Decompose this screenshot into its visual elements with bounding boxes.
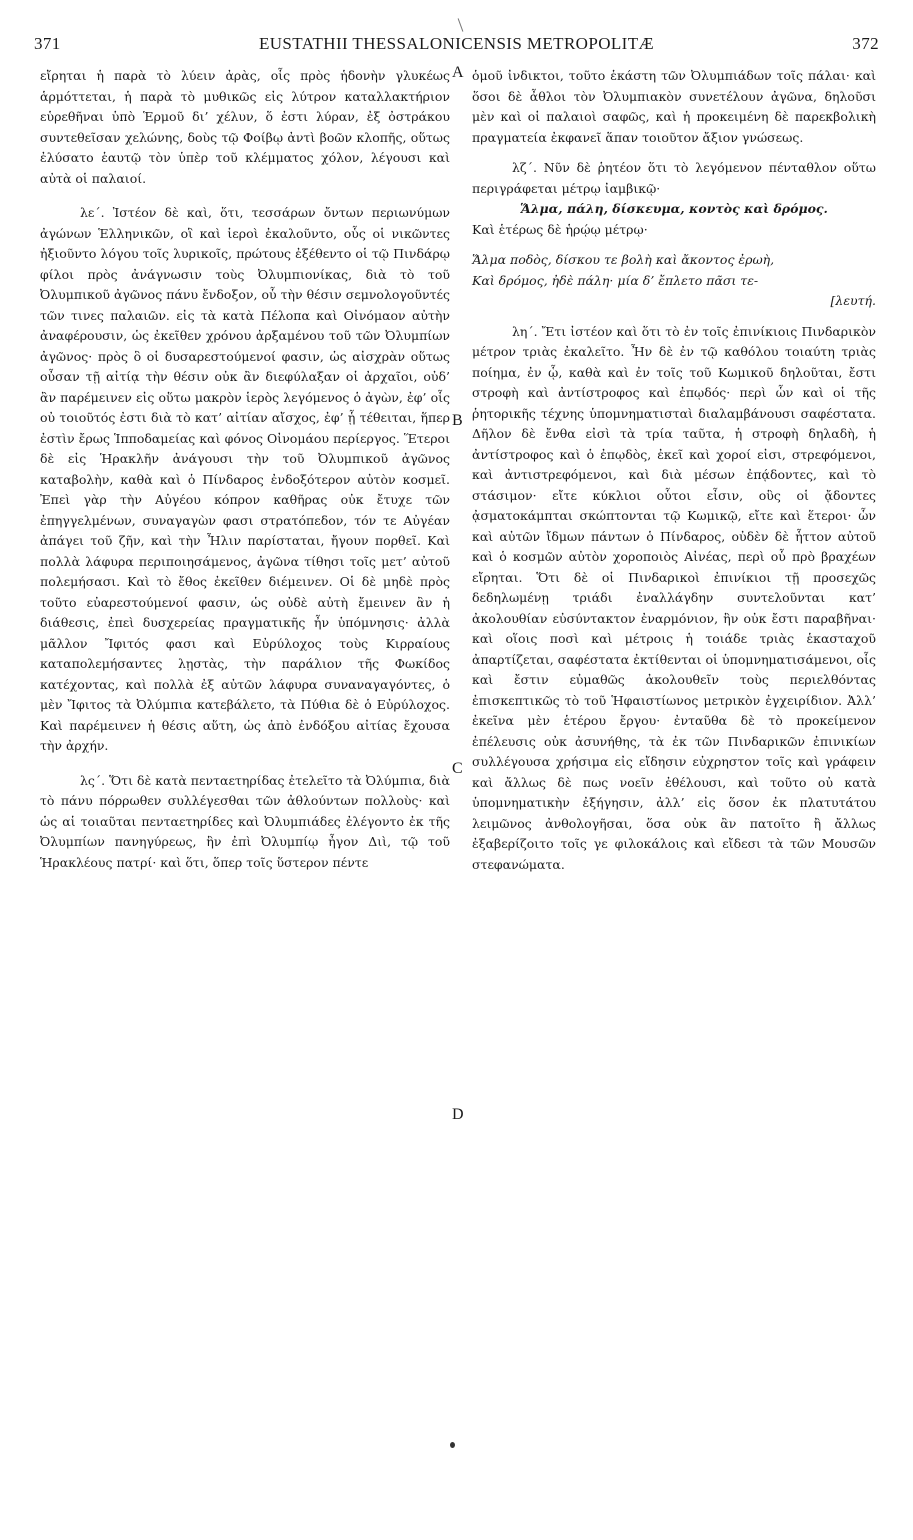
- paragraph-intro: εἴρηται ἡ παρὰ τὸ λύειν ἀρὰς, οἷς πρὸς ἡδονὴν γλυκέως ἁρμόττεται, ἡ παρὰ τὸ μυθικῶς εἰς λύτρον καταλλακτήριον εὑρεθῆναι ὑπὸ Ἑρμοῦ δι’ χέλυν, ὅ ἐστι λύραν, ἐξ ὀστράκου συντεθεῖσαν χελώνης, δοὺς τῷ Φοίβῳ ἀντὶ βοῶν κλοπῆς, οὕτως ἐλύσατο ἑαυτῷ τὸν ὑπὲρ τοῦ κλέμματος χόλον, λέγουσι καὶ αὐτὰ οἱ παλαιοί.: [40, 68, 450, 186]
- margin-marker-a: A: [452, 64, 464, 81]
- paragraph-continuation: ὁμοῦ ἰνδικτοι, τοῦτο ἑκάστη τῶν Ὀλυμπιάδων τοῖς πάλαι· καὶ ὅσοι δὲ ἆθλοι τὸν Ὀλυμπιακὸν συνετέλουν ἀγῶνα, δηλοῦσι μὲν καὶ οἱ παλαιοὶ σαφῶς, καὶ ἡ προκειμένη δὲ παρεκβολικὴ πραγματεία ἐκφανεῖ ἅπαν τοιοῦτον ἄξιον γνώσεως.: [472, 68, 876, 145]
- heroic-verse-line-2: Καὶ δρόμος, ἠδὲ πάλη· μία δ’ ἔπλετο πᾶσι τε-: [472, 272, 759, 288]
- margin-marker-c: C: [452, 760, 463, 777]
- page-number-left: 371: [34, 34, 61, 53]
- heroic-verse: [472, 250, 876, 312]
- paragraph-38: λη΄. Ἔτι ἰστέον καὶ ὅτι τὸ ἐν τοῖς ἐπινίκιοις Πινδαρικὸν μέτρον τριὰς ἐκαλεῖτο. Ἦν δὲ ἐν τῷ καθόλου τοιαύτη τριὰς ποίημα, ἐν ᾧ, καθὰ καὶ ἐν τοῖς τοῦ Κωμικοῦ δηλοῦται, ἔστι στροφὴ καὶ ἀντίστροφος καὶ ἐπῳδός· περὶ ὧν καὶ οἱ τῆς ῥητορικῆς τέχνης ὑπομνηματισταὶ διαλαμβάνουσι σαφέστατα. Δῆλον δὲ ἔνθα εἰσὶ τὰ τρία ταῦτα, ἡ στροφὴ δηλαδὴ, ἡ ἀντίστροφος καὶ ὁ ἐπῳδὸς, ἐκεῖ καὶ χοροί εἰσι, στρεφόμενοι, καὶ ἀντιστρεφόμενοι, καὶ διὰ μέσων ἐπᾴδοντες, καὶ τὸ στάσιμον· εἴτε κύκλιοι οὗτοι εἶσιν, οὓς οἱ ᾄδοντες ᾀσματοκάμπται σκώπτονται τῷ Κωμικῷ, εἴτε καὶ ἕτεροι· ὧν καὶ αὐτῶν ἴδμων πάντων ὁ Πίνδαρος, οὐδὲν δὲ ἧττον αὐτοῦ καὶ ὁ κοσμῶν αὐτὸν χοροποιὸς Αἰνέας, περὶ οὗ πρὸ βραχέων εἴρηται. Ὅτι δὲ οἱ Πινδαρικοὶ ἐπινίκιοι τῇ προσεχῶς δεδηλωμένῃ τριάδι ἐναλλάγδην συντελοῦνται κατ’ ἀκολουθίαν εὐσύντακτον ἐναρμόνιον, ἣν οὐκ ἔστι παραβῆναι· καὶ οἵοις ποσὶ καὶ μέτροις ἡ τοιάδε τριὰς ἑκασταχοῦ ἀπαρτίζεται, σαφέστατα ἐκτίθενται οἱ ὑπομνηματισάμενοι, οἷς καὶ ἔστιν εὐμαθῶς ἀκολουθεῖν τοὺς περιελθόντας ἐπισκεπτικῶς τὸ τοῦ Ἡφαιστίωνος μετρικὸν ἐγχειρίδιον. Ἀλλ’ ἐκεῖνα μὲν ἑτέρου ἔργου· ἐνταῦθα δὲ τὸ προκείμενον ἐπέλευσις οὐκ ἀσυνήθης, τὰ ἐκ τῶν Πινδαρικῶν ἐπινικίων συλλέγουσα χρήσιμα εἰς εἴδησιν εὐχρηστον τοῖς καὶ γράφειν καὶ ἄλλως δὲ πως νοεῖν ἐθέλουσι, καὶ τοῦτο οὐ κατὰ ὑπομνηματικὴν ἐξήγησιν, ἀλλ’ εἰς ὅσον ἐκ πλατυτάτου λειμῶνος ἀνθολογῆσαι, ὅσα οὐκ ἂν πατοῖτο ἢ ἄλλως ἐξαβερίζοιτο τοῖς γε φιλοκάλοις καὶ εἴδεσι τὰ τῶν Μουσῶν στεφανώματα.: [472, 323, 876, 872]
- right-column: [472, 66, 876, 875]
- margin-marker-b: B: [452, 412, 463, 429]
- heroic-verse-line-1: Ἅλμα ποδὸς, δίσκου τε βολὴ καὶ ἄκοντος ἐρωὴ,: [472, 252, 775, 267]
- paragraph-36: λς΄. Ὅτι δὲ κατὰ πενταετηρίδας ἐτελεῖτο τὰ Ὀλύμπια, διὰ τὸ πάνυ πόρρωθεν συλλέγεσθαι τῶν ἀθλούντων πολλοὺς· καὶ ὡς αἱ τοιαῦται πενταετηρίδες καὶ Ὀλυμπιάδες ἐλέγοντο ἐκ τῆς Ὀλυμπίων πανηγύρεως, ἣν ἐπὶ Ὀλυμπίῳ ἦγον Διὶ, τῷ τοῦ Ἡρακλέους πατρί· καὶ ὅτι, ὅπερ τοῖς ὕστερον πέντε: [40, 772, 450, 870]
- paragraph-heroic-intro: Καὶ ἑτέρως δὲ ἡρῴῳ μέτρῳ·: [472, 221, 648, 237]
- paragraph-35: λε΄. Ἰστέον δὲ καὶ, ὅτι, τεσσάρων ὄντων περιωνύμων ἀγώνων Ἑλληνικῶν, οἳ καὶ ἱεροὶ ἐκαλοῦντο, οὗς οἱ νικῶντες ἠξιοῦντο λόγου τοῖς λυρικοῖς, πρώτους ἐξέθεντο οἱ τῷ Πινδάρῳ φίλοι πρὸς ἀνάγνωσιν τοὺς Ὀλυμπιονίκας, διὰ τὸ τοῦ Ὀλυμπικοῦ ἀγῶνος πάνυ ἔνδοξον, οὗ τὴν θέσιν σεμνολογοῦντές τῶν τινες παλαιῶν. εἰς τὰ κατὰ Πέλοπα καὶ Οἰνόμαον αὐτὴν ἀναφέρουσιν, ὡς ἐκεῖθεν χρόνου ἀρξαμένου τοῦ τῶν Ὀλυμπίων ἀγῶνος· πρὸς ὃ οἱ δυσαρεστούμενοί φασιν, ὡς αἰσχρὰν οὕτως οὖσαν τῇ αἰτίᾳ τὴν θέσιν οὐκ ἂν διεφύλαξαν οἱ ἀρχαῖοι, οὐδ’ ἂν παρέμεινεν εἰς οὕτω μακρὸν ἱερὸς λεγόμενος ὁ ἀγὼν, ἐφ’ οἷς οὐ τοιοῦτός ἐστι διὰ τὸ κατ’ αἰτίαν αἴσχος, ἐφ’ ᾗ τέθειται, ἥπερ ἐστὶν ἔρως Ἱπποδαμείας καὶ φόνος Οἰνομάου περίεργος. Ἕτεροι δὲ εἰς Ἡρακλῆν ἀνάγουσι τὴν τοῦ Ὀλυμπικοῦ ἀγῶνος καταβολὴν, καθὰ καὶ ὁ Πίνδαρος ἐνδοξότερον αὐτὸν κοσμεῖ. Ἐπεὶ γὰρ τὴν Αὐγέου κόπρον καθῆρας οὐκ ἔτυχε τῶν ἐπηγγελμένων, συναγαγὼν φασι στρατόπεδον, τόν τε Αὐγέαν ἀπάγει τοῦ ζῆν, καὶ τὴν Ἦλιν παρίσταται, ἤγουν πορθεῖ. Καὶ πολλὰ λάφυρα περιποιησάμενος, ἀγῶνα τίθησι τοῖς μετ’ αὐτοῦ πολεμήσασι. Καὶ τὸ ἔθος ἐκεῖθεν διέμεινεν. Οἱ δὲ μηδὲ πρὸς τοῦτο εὐαρεστούμενοί φασιν, ὡς οὐδὲ αὐτὴ ἔμεινεν ἂν ἡ διάθεσις, ἐπεὶ δυσχερείας πραγματικῆς ἦν ὑπόμνησις· ἀλλὰ μᾶλλον Ἴφιτός φασι καὶ Εὐρύλοχος τοὺς Κιρραίους καταπολεμήσαντες λῃστὰς, τὴν παράλιον τῆς Φωκίδος κατέχοντας, καὶ πολλὰ ἐξ αὐτῶν λάφυρα συναναγαγόντες, ὁ μὲν Ἴφιτος τὰ Ὀλύμπια κατεβάλετο, τὰ Πύθια δὲ ὁ Εὐρύλοχος. Καὶ παρέμεινεν ἡ θέσις αὕτη, ὡς ἀπὸ ἐνδόξου αἰτίας ἔχουσα τὴν ἀρχήν.: [40, 205, 450, 753]
- running-title: EUSTATHII THESSALONICENSIS METROPOLITÆ: [258, 34, 655, 53]
- paragraph-37: λζ΄. Νῦν δὲ ῥητέον ὅτι τὸ λεγόμενον πένταθλον οὕτω περιγράφεται μέτρῳ ἰαμβικῷ·: [472, 160, 876, 196]
- ink-dot: [450, 1442, 455, 1448]
- heroic-verse-line-3: [λευτή.: [830, 293, 876, 308]
- left-column: [40, 66, 450, 873]
- page-header: [34, 34, 879, 56]
- ink-mark: [458, 18, 464, 31]
- page-number-right: 372: [852, 34, 879, 53]
- margin-marker-d: D: [452, 1106, 464, 1123]
- iambic-verse: Ἅλμα, πάλη, δίσκευμα, κοντὸς καὶ δρόμος.: [520, 201, 828, 216]
